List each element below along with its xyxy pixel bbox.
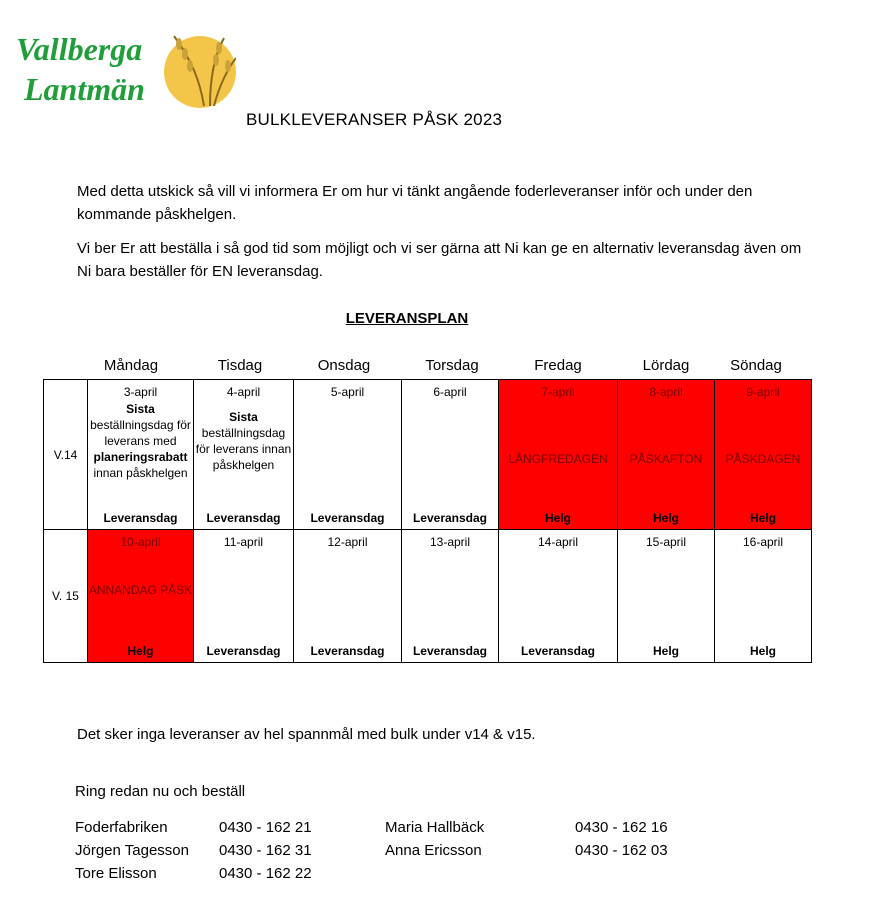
status-label: Leveransdag [412,644,488,658]
date-label: 11-april [223,535,264,549]
status-label: Helg [652,511,679,525]
note-bold: Sista [229,410,258,424]
date-label: 8-april [649,385,683,399]
date-label: 5-april [330,385,365,399]
date-label: 6-april [433,385,467,399]
date-label: 12-april [327,535,368,549]
date-label: 7-april [541,385,575,399]
contact-phone: 0430 - 162 03 [575,842,668,859]
request-paragraph: Vi ber Er att beställa i så god tid som möjligt och vi ser gärna att Ni kan ge en alternativ leveransdag även om Ni bara beställer för EN leveransdag. [77,240,802,280]
holiday-label: LÅNGFREDAGEN [508,452,608,466]
note-text: beställningsdag för leverans innan påskhelgen [195,426,292,472]
contact-name: Foderfabriken [75,819,168,836]
contact-name: Maria Hallbäck [385,819,485,836]
bulk-note: Det sker inga leveranser av hel spannmål med bulk under v14 & v15. [77,726,536,743]
day-header-monday: Måndag [103,357,159,374]
day-cell [88,380,194,530]
status-label: Leveransdag [310,644,385,658]
call-to-action: Ring redan nu och beställ [75,783,246,800]
date-label: 15-april [645,535,687,549]
status-label: Helg [544,511,571,525]
monday-note [88,401,193,481]
holiday-cell [618,380,715,530]
week-label: V. 15 [44,530,88,663]
document-title: BULKLEVERANSER PÅSK 2023 [246,110,503,129]
contact-name: Anna Ericsson [385,842,482,859]
note-text: innan påskhelgen [93,466,188,480]
day-header-sunday: Söndag [730,357,782,374]
day-cell [402,530,499,663]
holiday-label: PÅSKDAGEN [725,452,801,466]
day-cell [402,380,499,530]
day-header-friday: Fredag [534,357,582,374]
day-cell [194,380,294,530]
contact-name: Jörgen Tagesson [75,842,189,859]
table-row-v14 [44,380,812,530]
date-label: 16-april [742,535,784,549]
date-label: 10-april [120,535,161,549]
day-header-tuesday: Tisdag [217,357,263,374]
note-bold: Sista [126,402,155,416]
day-cell [294,530,402,663]
sun-shape [164,36,236,108]
status-label: Leveransdag [103,511,178,525]
logo-line1: Vallberga [16,31,143,67]
date-label: 13-april [429,535,471,549]
contact-phone: 0430 - 162 16 [575,819,668,836]
holiday-cell [499,380,618,530]
vallberga-lantman-logo [14,26,236,112]
contact-name: Tore Elisson [75,865,157,882]
status-label: Leveransdag [310,511,385,525]
table-row-v15 [44,530,812,663]
week-label: V.14 [44,380,88,530]
day-header-saturday: Lördag [642,357,690,374]
date-label: 9-april [746,385,780,399]
delivery-plan-table [43,379,812,663]
contact-phone: 0430 - 162 31 [219,842,312,859]
status-label: Leveransdag [412,511,488,525]
plan-heading [0,310,879,327]
status-label: Helg [749,644,776,658]
contact-phone: 0430 - 162 21 [219,819,312,836]
tuesday-note [194,409,293,473]
holiday-cell [88,530,194,663]
status-label: Helg [652,644,679,658]
note-text: beställningsdag för leverans med [90,418,191,448]
holiday-label: PÅSKAFTON [629,452,703,466]
plan-heading-text: LEVERANSPLAN [345,310,469,327]
holiday-label: ANNANDAG PÅSK [88,583,193,597]
day-cell [194,530,294,663]
day-cell [618,530,715,663]
day-cell [715,530,812,663]
status-label: Helg [127,644,154,658]
day-header-thursday: Torsdag [425,357,479,374]
status-label: Leveransdag [520,644,596,658]
date-label: 14-april [537,535,579,549]
day-header-wednesday: Onsdag [317,357,371,374]
note-bold: planeringsrabatt [93,450,188,464]
day-cell [499,530,618,663]
logo-line2: Lantmän [24,71,145,107]
date-label: 3-april [123,385,158,399]
day-cell [294,380,402,530]
date-label: 4-april [226,385,261,399]
contact-phone: 0430 - 162 22 [219,865,312,882]
status-label: Leveransdag [206,644,281,658]
holiday-cell [715,380,812,530]
status-label: Leveransdag [206,511,281,525]
intro-paragraph: Med detta utskick så vill vi informera Er om hur vi tänkt angående foderleveranser inför och under den kommande påskhelgen. [77,183,753,223]
status-label: Helg [749,511,776,525]
